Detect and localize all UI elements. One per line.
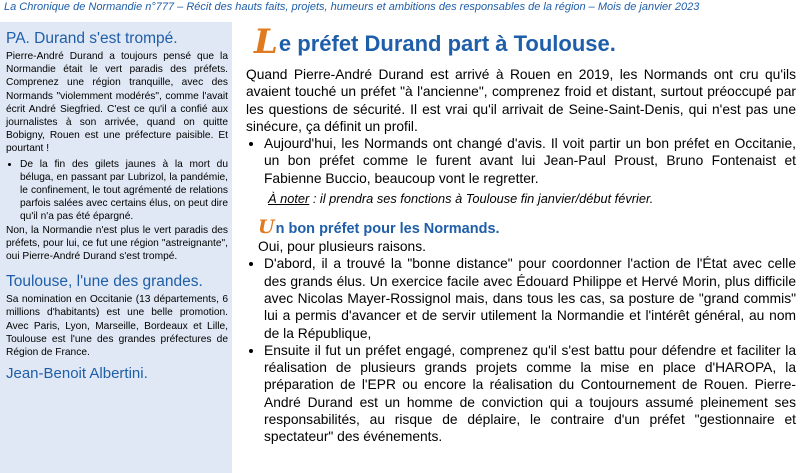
article-bullet-item: • Ensuite il fut un préfet engagé, comprenez qu'il s'est battu pour défendre et faciliter la réalisation de plusieurs grands projets comme la mise en place d'HAROPA, la préparation de l'EPR ou encore la réalisation du Contournement de Rouen. Pierre-André Durand est un homme de conviction qui a toujours assumé pleinement ses responsabilités, au risque de déplaire, le contraire d'un préfet "gestionnaire et spectateur" des événements. bbox=[264, 342, 796, 446]
note-text: : il prendra ses fonctions à Toulouse fin janvier/début février. bbox=[309, 191, 654, 207]
reasons-line: Oui, pour plusieurs raisons. bbox=[258, 239, 426, 255]
author-signature: Jean-Benoit Albertini. bbox=[6, 365, 148, 383]
sidebar-paragraph: Pierre-André Durand a toujours pensé que la Normandie était le vert paradis des préfets. Comprenez une région tranquille, avec des Normands "violemment modérés", comme l'avait écrit André Siegfried. C'est ce qu'il a confié aux journalistes à son arrivée, quand on quitte Bobigny, Rouen est une préfecture paisible. Et pourtant ! bbox=[6, 51, 228, 155]
article-title bbox=[254, 22, 796, 62]
article-bullet-item: • D'abord, il a trouvé la "bonne distance" pour coordonner l'action de l'État avec celle des grands élus. Un exercice facile avec Édouard Philippe et Hervé Morin, plus difficile avec Nicolas Mayer-Rossignol mais, dans tous les cas, sa posture de "grand commis" lui a permis d'avancer et de servir utilement la Normandie et l'intérêt général, au nom de la République, bbox=[264, 255, 796, 341]
title-dropcap: L bbox=[254, 22, 278, 62]
article-note bbox=[268, 191, 796, 206]
article-bullet-list-2 bbox=[246, 255, 796, 445]
note-label: À noter bbox=[268, 191, 310, 207]
subtitle-text: n bon préfet pour les Normands. bbox=[275, 221, 500, 238]
subtitle-dropcap: U bbox=[258, 216, 275, 239]
article-bullet-list bbox=[246, 135, 796, 187]
article-intro: Quand Pierre-André Durand est arrivé à Rouen en 2019, les Normands ont cru qu'ils avaient touché un préfet "à l'ancienne", comprenez froid et distant, surtout préoccupé par les questions de sécurité. Il est vrai qu'il arrivait de Seine-Saint-Denis, qui n'est pas une sinécure, ça définit un profil. bbox=[246, 67, 796, 134]
sidebar-section-title: Toulouse, l'une des grandes. bbox=[6, 273, 203, 291]
sidebar-paragraph: Sa nomination en Occitanie (13 départements, 6 millions d'habitants) est une belle promotion. Avec Paris, Lyon, Marseille, Bordeaux et Lille, Toulouse est l'une des grandes préfectures de Région de France. bbox=[6, 294, 228, 359]
sidebar-paragraph: Non, la Normandie n'est plus le vert paradis des préfets, pour lui, ce fut une région "astreignante", oui Pierre-André Durand s'est trompé. bbox=[6, 224, 228, 263]
sidebar-section-title: PA. Durand s'est trompé. bbox=[6, 30, 178, 47]
sidebar-column bbox=[0, 22, 232, 473]
article-bullet-item: • Aujourd'hui, les Normands ont changé d'avis. Il voit partir un bon préfet en Occitanie, un bon préfet comme le furent avant lui Jean-Paul Proust, Bruno Fontenaist et Fabienne Buccio, beaucoup vont le regretter. bbox=[264, 135, 796, 187]
sidebar-bullet-list bbox=[6, 158, 228, 224]
title-text: e préfet Durand part à Toulouse. bbox=[278, 31, 616, 56]
newsletter-header: La Chronique de Normandie n°777 – Récit des hauts faits, projets, humeurs et ambitions des responsables de la région – Mois de janvier 2023 bbox=[4, 1, 700, 13]
article-column bbox=[246, 22, 796, 446]
sidebar-bullet-item: • De la fin des gilets jaunes à la mort du béluga, en passant par Lubrizol, la pandémie, le confinement, le tout agrémenté de relations parfois salées avec certains élus, on peut dire qu'il n'a pas été épargné. bbox=[20, 158, 228, 224]
article-subtitle bbox=[258, 216, 796, 238]
